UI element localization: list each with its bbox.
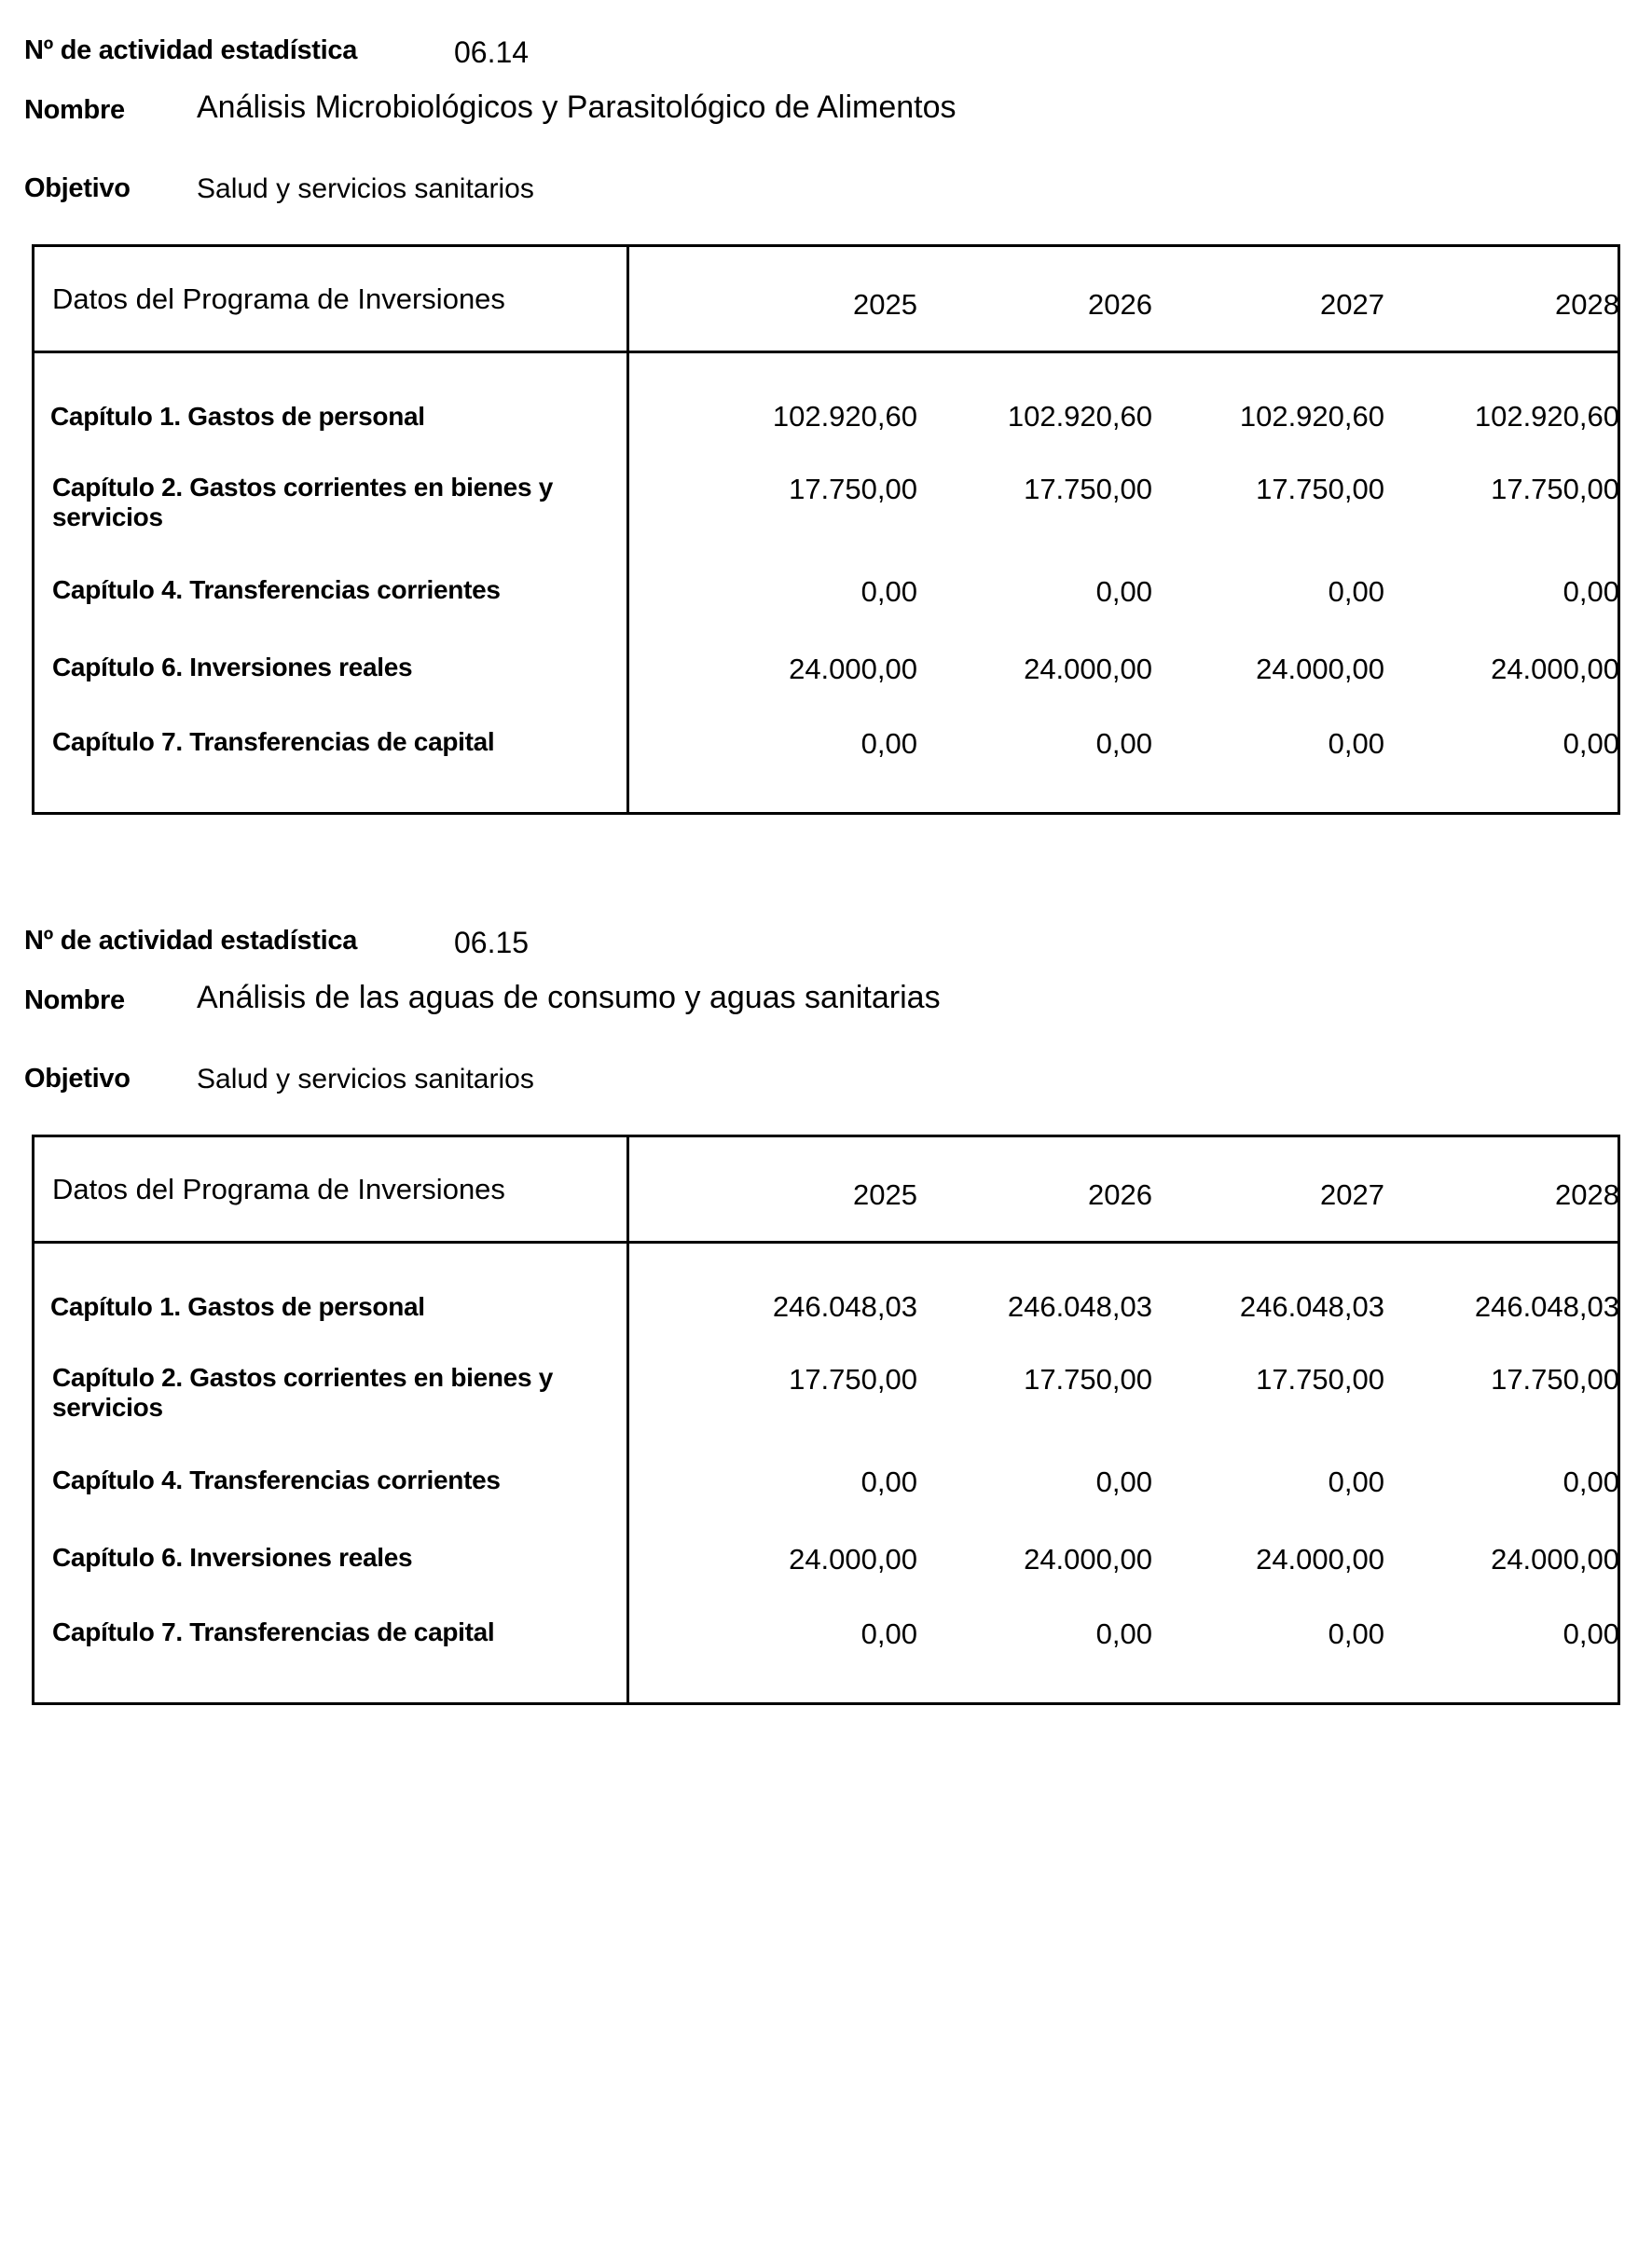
cell-value: 24.000,00 — [1491, 1543, 1619, 1576]
cell-value: 0,00 — [1563, 1466, 1619, 1498]
cell-value: 102.920,60 — [1239, 400, 1384, 433]
row-label: Capítulo 4. Transferencias corrientes — [52, 1466, 501, 1494]
cell-value: 246.048,03 — [772, 1290, 917, 1323]
activity-number-label: Nº de actividad estadística — [24, 35, 358, 65]
activity-name: Análisis Microbiológicos y Parasitológico de Alimentos — [197, 89, 957, 125]
name-label: Nombre — [24, 985, 125, 1015]
cell-value: 0,00 — [1563, 727, 1619, 760]
cell-value: 0,00 — [1563, 1617, 1619, 1650]
cell-value: 102.920,60 — [772, 400, 917, 433]
year-header: 2027 — [1320, 1178, 1384, 1211]
table-header-title: Datos del Programa de Inversiones — [52, 1173, 505, 1205]
cell-value: 24.000,00 — [789, 653, 917, 685]
row-label: Capítulo 7. Transferencias de capital — [52, 727, 495, 756]
activity-section — [0, 890, 1652, 1785]
row-label: Capítulo 1. Gastos de personal — [50, 1292, 425, 1321]
row-label: Capítulo 2. Gastos corrientes en bienes y servicios — [52, 473, 553, 531]
year-header: 2026 — [1088, 1178, 1152, 1211]
cell-value: 0,00 — [1095, 1617, 1152, 1650]
cell-value: 17.750,00 — [789, 473, 917, 505]
cell-value: 0,00 — [1328, 1466, 1384, 1498]
year-header: 2028 — [1555, 1178, 1619, 1211]
cell-value: 0,00 — [1095, 727, 1152, 760]
row-label: Capítulo 4. Transferencias corrientes — [52, 575, 501, 604]
cell-value: 0,00 — [860, 1617, 917, 1650]
cell-value: 0,00 — [1095, 1466, 1152, 1498]
cell-value: 0,00 — [1563, 575, 1619, 608]
investment-table — [32, 1135, 1620, 1705]
cell-value: 17.750,00 — [1491, 473, 1619, 505]
cell-value: 24.000,00 — [1256, 1543, 1384, 1576]
cell-value: 0,00 — [1328, 1617, 1384, 1650]
table-header-title: Datos del Programa de Inversiones — [52, 282, 505, 315]
column-divider — [626, 247, 629, 812]
cell-value: 0,00 — [860, 727, 917, 760]
activity-objective: Salud y servicios sanitarios — [197, 173, 534, 204]
cell-value: 17.750,00 — [1256, 1363, 1384, 1396]
activity-number: 06.14 — [454, 35, 530, 69]
name-label: Nombre — [24, 95, 125, 125]
cell-value: 24.000,00 — [1491, 653, 1619, 685]
cell-value: 17.750,00 — [789, 1363, 917, 1396]
activity-section — [0, 0, 1652, 895]
year-header: 2027 — [1320, 288, 1384, 321]
cell-value: 17.750,00 — [1256, 473, 1384, 505]
header-divider — [34, 1241, 1618, 1244]
cell-value: 17.750,00 — [1024, 473, 1152, 505]
cell-value: 0,00 — [860, 575, 917, 608]
cell-value: 24.000,00 — [1024, 653, 1152, 685]
row-label: Capítulo 6. Inversiones reales — [52, 1543, 413, 1572]
activity-number-label: Nº de actividad estadística — [24, 926, 358, 956]
column-divider — [626, 1137, 629, 1702]
cell-value: 24.000,00 — [1256, 653, 1384, 685]
cell-value: 0,00 — [1095, 575, 1152, 608]
cell-value: 246.048,03 — [1007, 1290, 1152, 1323]
activity-number: 06.15 — [454, 926, 530, 959]
year-header: 2025 — [853, 288, 917, 321]
cell-value: 0,00 — [1328, 727, 1384, 760]
cell-value: 17.750,00 — [1024, 1363, 1152, 1396]
cell-value: 0,00 — [860, 1466, 917, 1498]
objective-label: Objetivo — [24, 1064, 131, 1094]
cell-value: 0,00 — [1328, 575, 1384, 608]
investment-table — [32, 244, 1620, 815]
objective-label: Objetivo — [24, 173, 131, 203]
row-label: Capítulo 1. Gastos de personal — [50, 402, 425, 431]
header-divider — [34, 351, 1618, 353]
cell-value: 24.000,00 — [789, 1543, 917, 1576]
cell-value: 246.048,03 — [1239, 1290, 1384, 1323]
cell-value: 102.920,60 — [1007, 400, 1152, 433]
cell-value: 17.750,00 — [1491, 1363, 1619, 1396]
cell-value: 24.000,00 — [1024, 1543, 1152, 1576]
activity-name: Análisis de las aguas de consumo y aguas sanitarias — [197, 980, 941, 1015]
year-header: 2026 — [1088, 288, 1152, 321]
year-header: 2025 — [853, 1178, 917, 1211]
row-label: Capítulo 2. Gastos corrientes en bienes y servicios — [52, 1363, 553, 1422]
row-label: Capítulo 6. Inversiones reales — [52, 653, 413, 681]
activity-objective: Salud y servicios sanitarios — [197, 1064, 534, 1094]
year-header: 2028 — [1555, 288, 1619, 321]
cell-value: 246.048,03 — [1474, 1290, 1619, 1323]
row-label: Capítulo 7. Transferencias de capital — [52, 1617, 495, 1646]
cell-value: 102.920,60 — [1474, 400, 1619, 433]
